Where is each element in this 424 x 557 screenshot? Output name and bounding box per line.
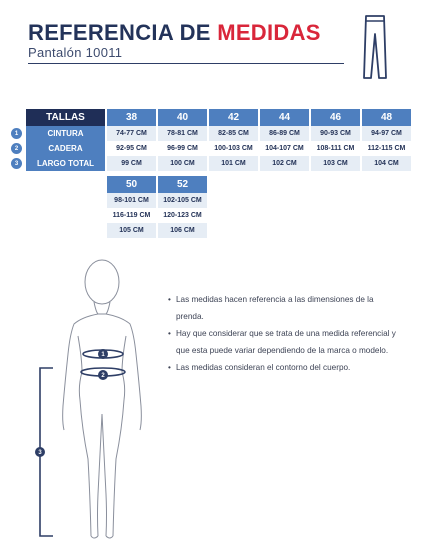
product-subtitle: Pantalón 10011: [28, 45, 123, 60]
measure-cell: 102-105 CM: [158, 193, 207, 208]
size-header: 46: [311, 109, 360, 126]
size-header: 52: [158, 176, 207, 193]
size-header: 38: [107, 109, 156, 126]
tallas-header: TALLAS: [26, 109, 105, 126]
note-item: • Las medidas consideran el contorno del cuerpo.: [168, 359, 400, 376]
measure-cell: 105 CM: [107, 223, 156, 238]
measure-cell: 102 CM: [260, 156, 309, 171]
size-header: 50: [107, 176, 156, 193]
measure-cell: 116-119 CM: [107, 208, 156, 223]
pants-icon: [361, 14, 389, 80]
page-title: [28, 20, 321, 46]
measure-cell: 104 CM: [362, 156, 411, 171]
note-item: • Hay que considerar que se trata de una medida referencial y que esta puede variar dependiendo de la marca o modelo.: [168, 325, 400, 359]
measure-cell: 100 CM: [158, 156, 207, 171]
notes-list: [168, 291, 400, 376]
measure-cell: 112-115 CM: [362, 141, 411, 156]
marker-1-label: 1: [101, 352, 105, 358]
title-part-2: MEDIDAS: [217, 20, 321, 45]
size-header: 40: [158, 109, 207, 126]
measure-cell: 90-93 CM: [311, 126, 360, 141]
measure-cell: 99 CM: [107, 156, 156, 171]
row-number-badge: 2: [11, 143, 22, 154]
measure-cell: 104-107 CM: [260, 141, 309, 156]
title-divider: [28, 63, 344, 64]
measure-cell: 103 CM: [311, 156, 360, 171]
size-header: 44: [260, 109, 309, 126]
size-header: 48: [362, 109, 411, 126]
marker-3-label: 3: [38, 450, 42, 456]
measure-cell: 108-111 CM: [311, 141, 360, 156]
note-item: • Las medidas hacen referencia a las dimensiones de la prenda.: [168, 291, 400, 325]
measure-cell: 92-95 CM: [107, 141, 156, 156]
measure-cell: 96-99 CM: [158, 141, 207, 156]
marker-2-label: 2: [101, 373, 105, 379]
measure-cell: 106 CM: [158, 223, 207, 238]
measure-cell: 78-81 CM: [158, 126, 207, 141]
size-header: 42: [209, 109, 258, 126]
measure-cell: 101 CM: [209, 156, 258, 171]
measure-cell: 100-103 CM: [209, 141, 258, 156]
body-silhouette-icon: [20, 254, 160, 544]
row-label: CINTURA: [26, 126, 105, 141]
row-label: LARGO TOTAL: [26, 156, 105, 171]
row-label: CADERA: [26, 141, 105, 156]
measure-cell: 86-89 CM: [260, 126, 309, 141]
measure-cell: 82-85 CM: [209, 126, 258, 141]
measure-cell: 74-77 CM: [107, 126, 156, 141]
measure-cell: 98-101 CM: [107, 193, 156, 208]
row-number-badge: 1: [11, 128, 22, 139]
measure-cell: 94-97 CM: [362, 126, 411, 141]
row-number-badge: 3: [11, 158, 22, 169]
title-part-1: REFERENCIA DE: [28, 20, 211, 45]
measure-cell: 120-123 CM: [158, 208, 207, 223]
